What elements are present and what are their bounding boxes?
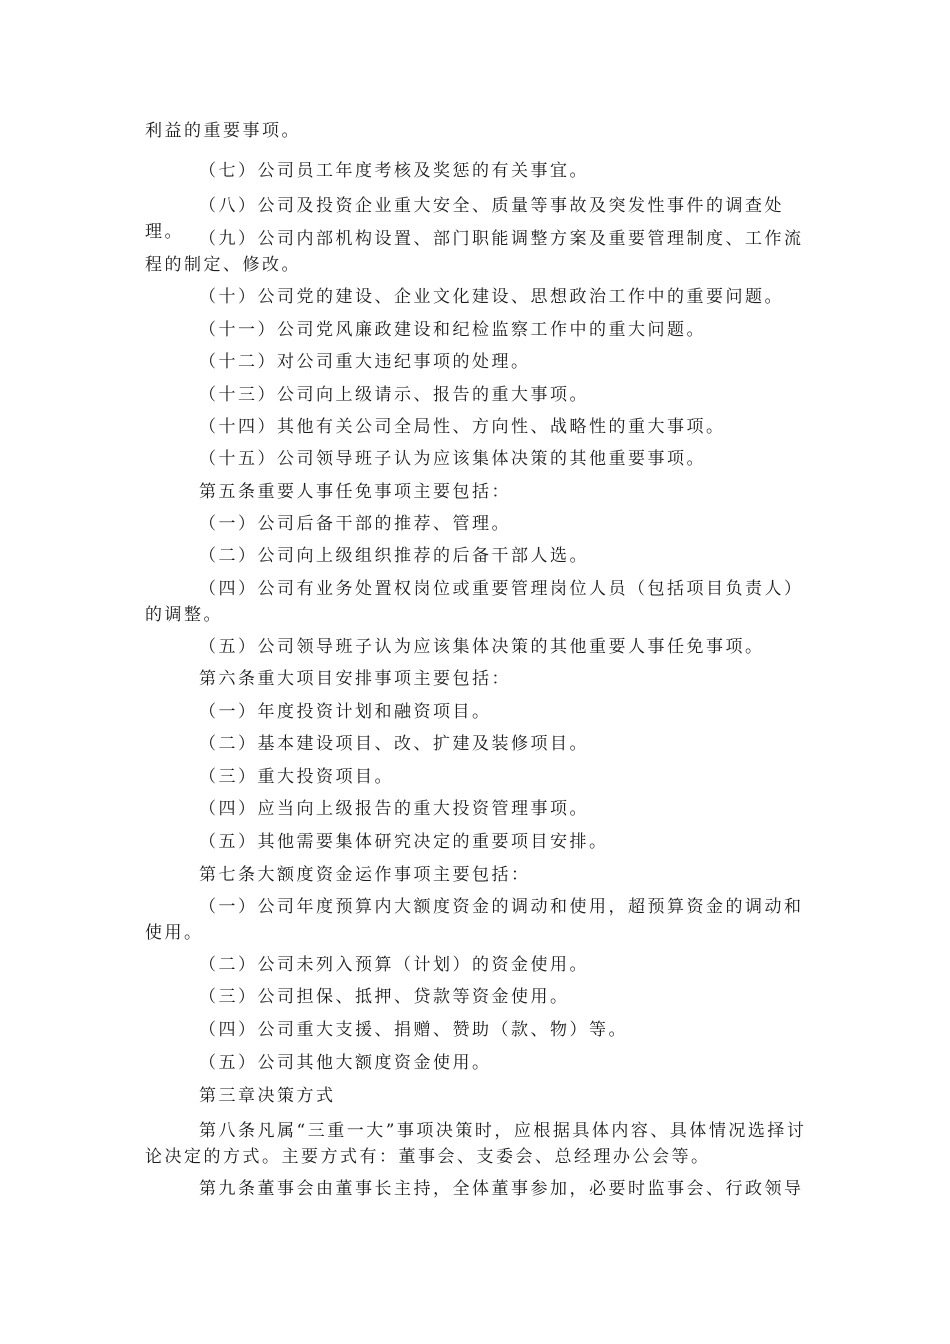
paragraph-14: （四）公司有业务处置权岗位或重要管理岗位人员（包括项目负责人）的调整。 xyxy=(145,579,804,625)
paragraph-13: （二）公司向上级组织推荐的后备干部人选。 xyxy=(199,546,589,566)
paragraph-29: 第八条凡属“三重一大”事项决策时，应根据具体内容、具体情况选择讨论决定的方式。主要方式有：董事会、支委会、总经理办公会等。 xyxy=(145,1121,807,1167)
paragraph-8: （十三）公司向上级请示、报告的重大事项。 xyxy=(199,385,589,405)
paragraph-26: （四）公司重大支援、捐赠、赞助（款、物）等。 xyxy=(199,1020,628,1040)
paragraph-9: （十四）其他有关公司全局性、方向性、战略性的重大事项。 xyxy=(199,417,726,437)
paragraph-16: 第六条重大项目安排事项主要包括： xyxy=(199,669,511,689)
paragraph-30: 第九条董事会由董事长主持，全体董事参加，必要时监事会、行政领导 xyxy=(199,1179,804,1199)
paragraph-19: （三）重大投资项目。 xyxy=(199,767,394,787)
paragraph-17: （一）年度投资计划和融资项目。 xyxy=(199,702,492,722)
paragraph-4: （九）公司内部机构设置、部门职能调整方案及重要管理制度、工作流程的制定、修改。 xyxy=(145,229,804,275)
paragraph-11: 第五条重要人事任免事项主要包括： xyxy=(199,482,511,502)
paragraph-2: （七）公司员工年度考核及奖惩的有关事宜。 xyxy=(199,161,589,181)
paragraph-7: （十二）对公司重大违纪事项的处理。 xyxy=(199,352,531,372)
paragraph-25: （三）公司担保、抵押、贷款等资金使用。 xyxy=(199,987,570,1007)
paragraph-5: （十）公司党的建设、企业文化建设、思想政治工作中的重要问题。 xyxy=(199,287,784,307)
paragraph-10: （十五）公司领导班子认为应该集体决策的其他重要事项。 xyxy=(199,449,706,469)
paragraph-18: （二）基本建设项目、改、扩建及装修项目。 xyxy=(199,734,589,754)
paragraph-24: （二）公司未列入预算（计划）的资金使用。 xyxy=(199,955,589,975)
paragraph-3: （八）公司及投资企业重大安全、质量等事故及突发性事件的调查处理。 xyxy=(145,196,784,242)
chapter-heading: 第三章决策方式 xyxy=(199,1086,336,1106)
paragraph-20: （四）应当向上级报告的重大投资管理事项。 xyxy=(199,799,589,819)
paragraph-27: （五）公司其他大额度资金使用。 xyxy=(199,1053,492,1073)
paragraph-21: （五）其他需要集体研究决定的重要项目安排。 xyxy=(199,832,609,852)
paragraph-6: （十一）公司党风廉政建设和纪检监察工作中的重大问题。 xyxy=(199,320,706,340)
paragraph-15: （五）公司领导班子认为应该集体决策的其他重要人事任免事项。 xyxy=(199,637,765,657)
paragraph-23: （一）公司年度预算内大额度资金的调动和使用，超预算资金的调动和使用。 xyxy=(145,897,804,943)
paragraph-12: （一）公司后备干部的推荐、管理。 xyxy=(199,514,511,534)
paragraph-22: 第七条大额度资金运作事项主要包括： xyxy=(199,865,531,885)
paragraph-1: 利益的重要事项。 xyxy=(145,121,301,141)
